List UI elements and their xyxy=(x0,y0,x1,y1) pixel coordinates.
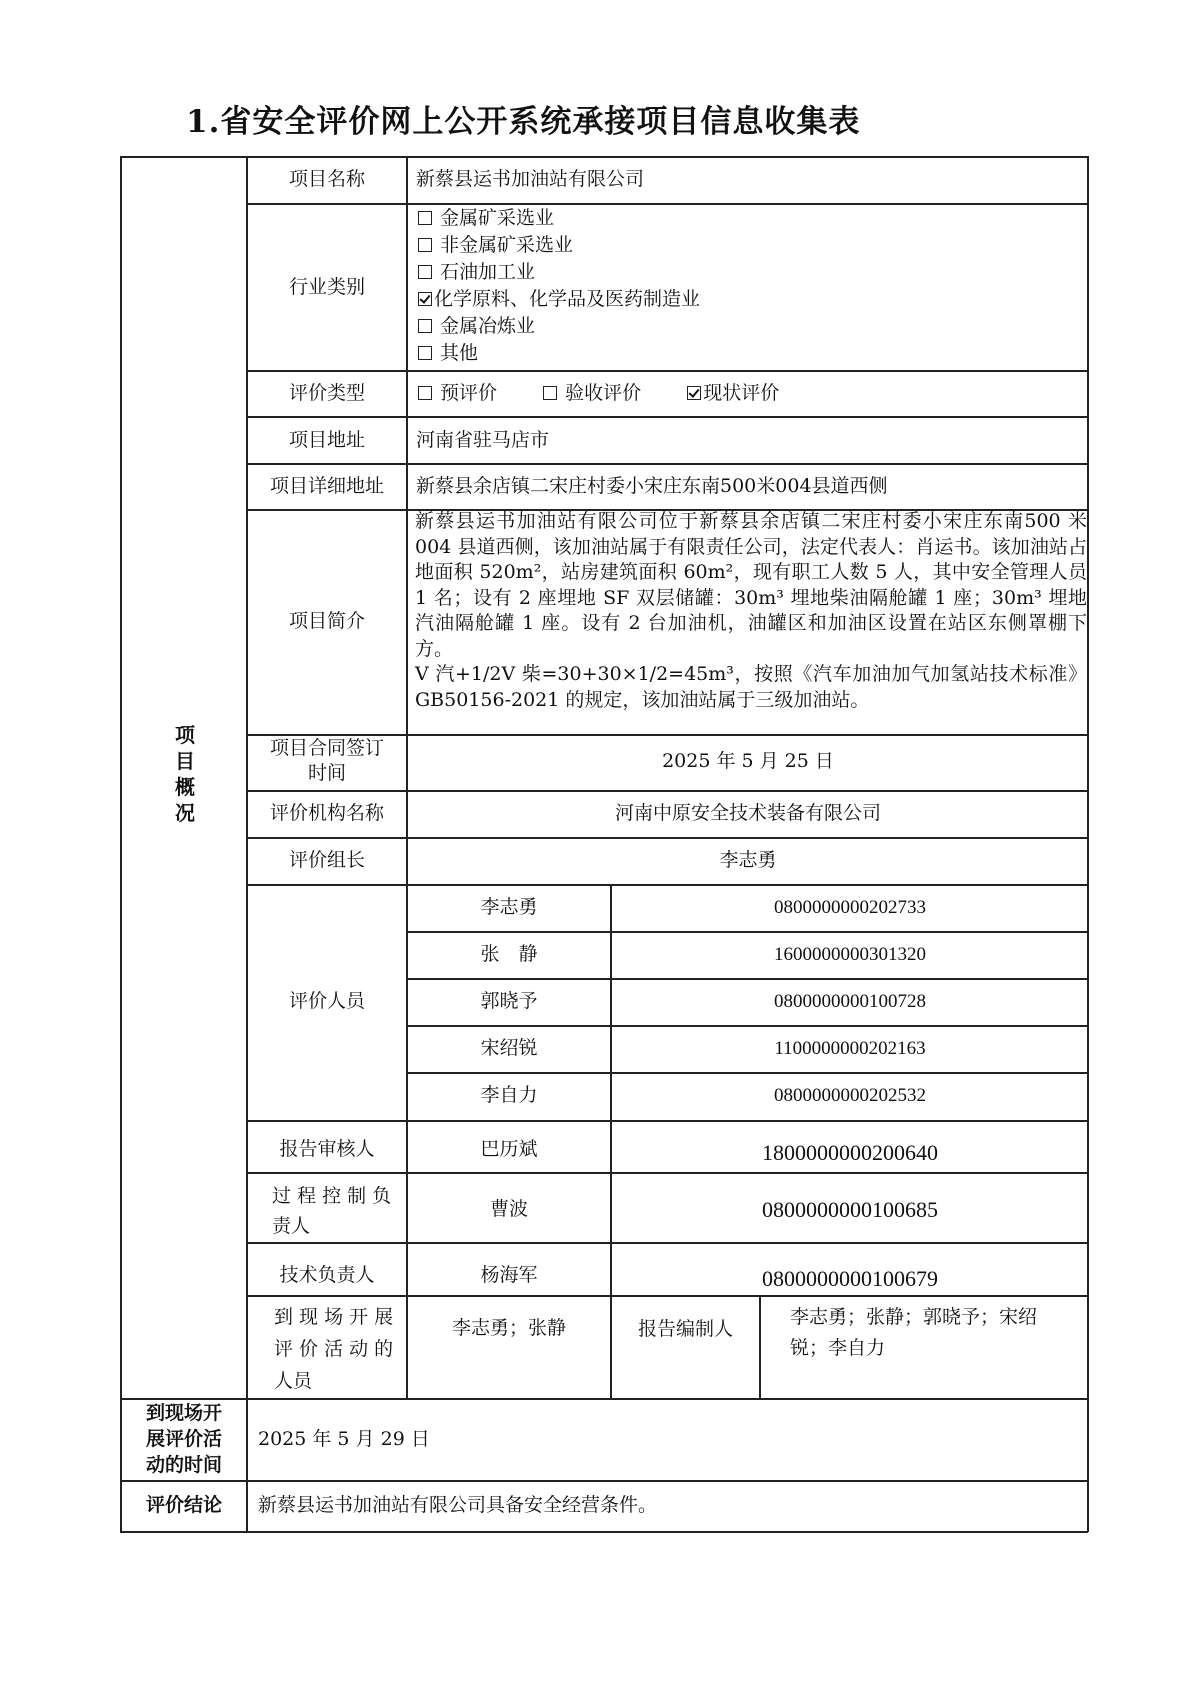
evaluator-id: 0800000000202733 xyxy=(774,897,926,918)
checkbox-icon[interactable] xyxy=(418,238,432,252)
team-leader-value: 李志勇 xyxy=(719,849,777,871)
evaluator-id: 0800000000202532 xyxy=(774,1085,926,1106)
eval-type-option[interactable] xyxy=(418,382,497,404)
checkbox-icon[interactable] xyxy=(543,386,557,400)
page-title: 1.省安全评价网上公开系统承接项目信息收集表 xyxy=(186,104,861,140)
evaluators-label: 评价人员 xyxy=(288,990,365,1012)
compiler-label: 报告编制人 xyxy=(637,1318,733,1340)
evaluator-id: 0800000000100728 xyxy=(774,991,926,1012)
onsite-time-label-line: 到现场开 xyxy=(145,1402,222,1424)
industry-option-label: 化学原料、化学品及医药制造业 xyxy=(434,288,701,310)
row-line xyxy=(246,463,1088,465)
contract-date-label-line: 项目合同签订 xyxy=(269,737,384,759)
detail-address-label: 项目详细地址 xyxy=(269,475,384,497)
row-line xyxy=(406,931,1088,933)
col-line-1 xyxy=(246,156,248,1532)
tech-lead-label: 技术负责人 xyxy=(279,1264,375,1286)
contract-date-label xyxy=(248,736,406,786)
onsite-time-label xyxy=(122,1400,246,1478)
project-name-value: 新蔡县运书加油站有限公司 xyxy=(416,168,645,190)
intro-label: 项目简介 xyxy=(288,610,365,632)
eval-type-option[interactable] xyxy=(687,382,779,404)
section-char: 目 xyxy=(175,749,195,773)
row-line xyxy=(120,1398,1088,1400)
evaluator-name: 李志勇 xyxy=(480,896,538,918)
industry-option[interactable] xyxy=(418,340,700,367)
checkbox-icon[interactable] xyxy=(418,346,432,360)
address-value: 河南省驻马店市 xyxy=(416,429,550,451)
eval-type-option-label: 现状评价 xyxy=(703,382,780,404)
section-char: 况 xyxy=(175,801,195,825)
industry-label: 行业类别 xyxy=(288,276,365,298)
section-label xyxy=(170,722,200,826)
eval-type-label: 评价类型 xyxy=(288,382,365,404)
table-border-bottom xyxy=(120,1531,1088,1533)
intro-paragraph: 新蔡县运书加油站有限公司位于新蔡县余店镇二宋庄村委小宋庄东南500 米 004 县道西侧，该加油站属于有限责任公司，法定代表人：肖运书。该加油站占地面积 520m²，站房建筑面积 60m²，现有职工人数 5 人，其中安全管理人员 1 名；设有 2 座埋地 SF 双层储罐：30m³ 埋地柴油隔舱罐 1 座；30m³ 埋地汽油隔舱罐 1 座。设有 2 台加油机，油罐区和加油区设置在站区东侧罩棚下方。 xyxy=(415,510,1087,660)
org-name-label: 评价机构名称 xyxy=(269,802,384,824)
industry-options xyxy=(418,205,700,367)
checkbox-checked-icon[interactable] xyxy=(418,292,432,306)
process-control-label xyxy=(272,1181,391,1241)
onsite-time-label-line: 展评价活 xyxy=(145,1428,222,1450)
evaluator-name: 宋绍锐 xyxy=(480,1037,538,1059)
table-border-right xyxy=(1087,156,1089,1532)
industry-option[interactable] xyxy=(418,259,700,286)
process-control-label-line: 责人 xyxy=(272,1215,311,1237)
evaluator-name: 郭晓予 xyxy=(480,990,538,1012)
row-line xyxy=(120,1480,1088,1482)
reviewer-label: 报告审核人 xyxy=(279,1138,375,1160)
address-label: 项目地址 xyxy=(288,429,365,451)
conclusion-label: 评价结论 xyxy=(145,1494,222,1516)
row-line xyxy=(406,1025,1088,1027)
col-line-4 xyxy=(759,1295,761,1399)
eval-type-option[interactable] xyxy=(543,382,641,404)
process-control-id: 0800000000100685 xyxy=(762,1197,938,1222)
industry-option-label: 非金属矿采选业 xyxy=(440,234,574,256)
row-line xyxy=(246,884,1088,886)
org-name-value: 河南中原安全技术装备有限公司 xyxy=(614,802,881,824)
industry-option[interactable] xyxy=(418,205,700,232)
project-name-label: 项目名称 xyxy=(288,168,365,190)
checkbox-icon[interactable] xyxy=(418,211,432,225)
industry-option[interactable] xyxy=(418,313,700,340)
process-control-label-line: 过 程 控 制 负 xyxy=(272,1185,392,1207)
evaluator-id: 1600000000301320 xyxy=(774,944,926,965)
evaluator-name: 张 静 xyxy=(480,943,538,965)
compilers-value xyxy=(790,1302,1037,1364)
industry-option-label: 石油加工业 xyxy=(440,261,536,283)
eval-type-option-label: 验收评价 xyxy=(565,382,642,404)
onsite-label-line: 到 现 场 开 展 xyxy=(274,1306,394,1328)
row-line xyxy=(246,1242,1088,1244)
detail-address-value: 新蔡县余店镇二宋庄村委小宋庄东南500米004县道西侧 xyxy=(416,475,888,497)
eval-type-option-label: 预评价 xyxy=(440,382,498,404)
tech-lead-name: 杨海军 xyxy=(480,1264,538,1286)
industry-option-label: 金属矿采选业 xyxy=(440,207,555,229)
contract-date-value: 2025 年 5 月 25 日 xyxy=(662,750,834,772)
onsite-people: 李志勇；张静 xyxy=(451,1317,566,1339)
onsite-label-line: 人员 xyxy=(274,1370,313,1392)
onsite-time-label-line: 动的时间 xyxy=(145,1454,222,1476)
team-leader-label: 评价组长 xyxy=(288,849,365,871)
industry-option[interactable] xyxy=(418,232,700,259)
conclusion-value: 新蔡县运书加油站有限公司具备安全经营条件。 xyxy=(258,1494,658,1516)
row-line xyxy=(406,978,1088,980)
checkbox-icon[interactable] xyxy=(418,386,432,400)
checkbox-checked-icon[interactable] xyxy=(687,386,701,400)
evaluator-id: 1100000000202163 xyxy=(774,1038,926,1059)
onsite-time-value: 2025 年 5 月 29 日 xyxy=(258,1428,430,1450)
evaluator-name: 李自力 xyxy=(480,1084,538,1106)
industry-option-label: 其他 xyxy=(440,342,479,364)
eval-type-options xyxy=(418,380,779,407)
table-border-top xyxy=(120,156,1088,158)
table-border-left xyxy=(120,156,122,1532)
reviewer-name: 巴历斌 xyxy=(480,1138,538,1160)
onsite-label xyxy=(274,1301,393,1397)
row-line xyxy=(406,1072,1088,1074)
contract-date-label-line: 时间 xyxy=(307,762,346,784)
industry-option[interactable] xyxy=(418,286,700,313)
checkbox-icon[interactable] xyxy=(418,265,432,279)
tech-lead-id: 0800000000100679 xyxy=(762,1266,938,1291)
row-line xyxy=(246,1295,1088,1297)
process-control-name: 曹波 xyxy=(489,1198,528,1220)
row-line xyxy=(246,370,1088,372)
intro-text xyxy=(415,509,1087,713)
reviewer-id: 1800000000200640 xyxy=(762,1140,938,1165)
section-char: 概 xyxy=(175,775,195,799)
row-line xyxy=(246,790,1088,792)
checkbox-icon[interactable] xyxy=(418,319,432,333)
row-line xyxy=(246,1172,1088,1174)
compilers-line: 李志勇；张静；郭晓予；宋绍 xyxy=(790,1306,1038,1328)
intro-paragraph: V 汽+1/2V 柴=30+30×1/2=45m³，按照《汽车加油加气加氢站技术标准》GB50156-2021 的规定，该加油站属于三级加油站。 xyxy=(415,663,1087,711)
compilers-line: 锐；李自力 xyxy=(790,1337,886,1359)
industry-option-label: 金属冶炼业 xyxy=(440,315,536,337)
section-char: 项 xyxy=(175,723,195,747)
row-line xyxy=(246,1120,1088,1122)
row-line xyxy=(246,837,1088,839)
onsite-label-line: 评 价 活 动 的 xyxy=(274,1338,394,1360)
row-line xyxy=(246,416,1088,418)
